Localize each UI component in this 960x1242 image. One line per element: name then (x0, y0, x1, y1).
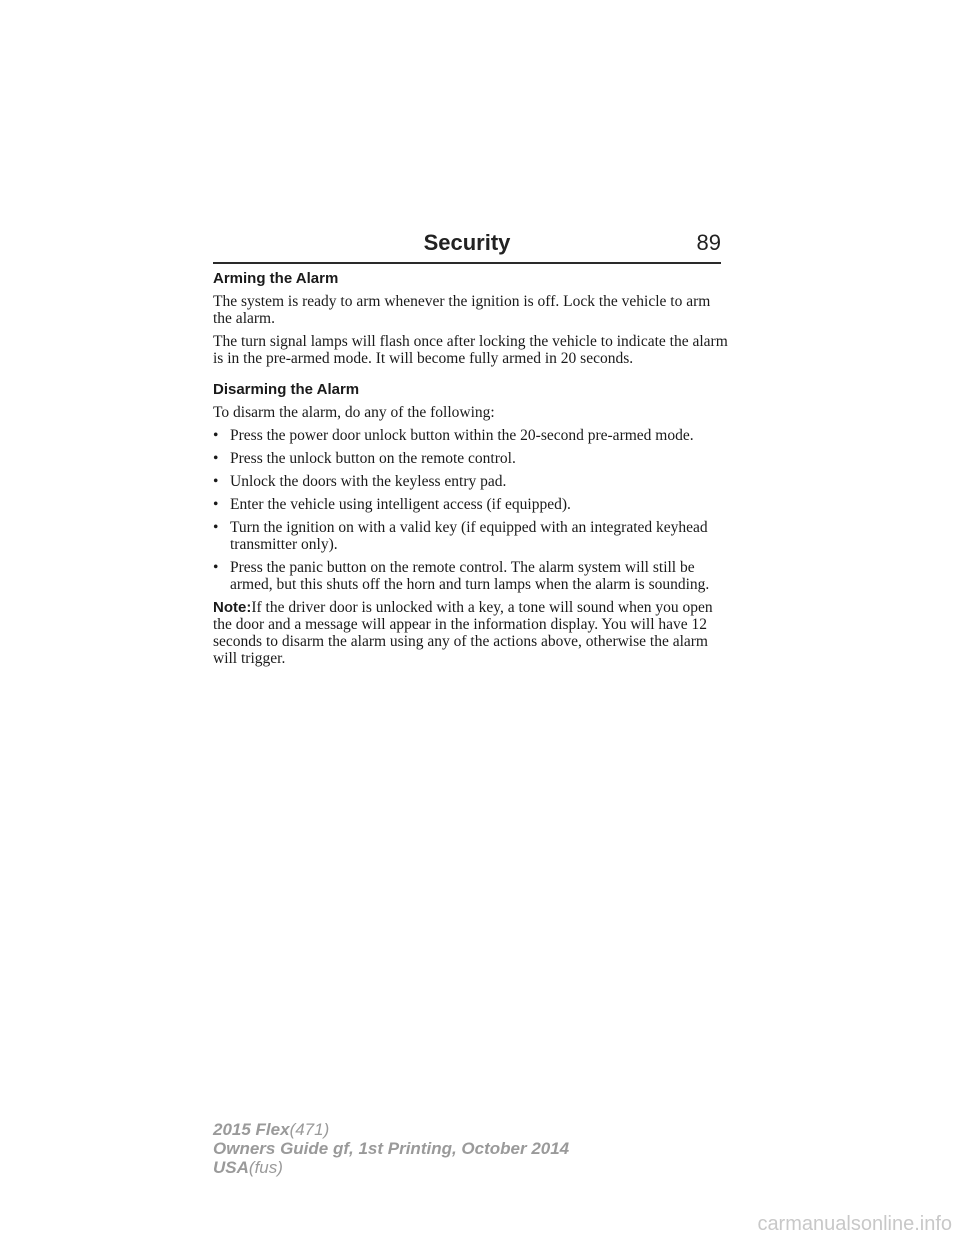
note-text: If the driver door is unlocked with a key, a tone will sound when you open the door and a message will appear in the information display. You will have 12 seconds to disarm the alarm using any of the actions above, otherwise the alarm will trigger. (213, 599, 713, 667)
list-item (213, 473, 733, 490)
paragraph-arming-1: The system is ready to arm whenever the ignition is off. Lock the vehicle to arm the alarm. (213, 293, 711, 327)
paragraph-disarming-intro: To disarm the alarm, do any of the following: (213, 404, 495, 421)
bullet-icon: • (213, 427, 219, 444)
footer-model: 2015 Flex (213, 1120, 290, 1139)
document-footer (213, 1120, 569, 1177)
heading-arming-alarm: Arming the Alarm (213, 270, 339, 287)
page-header (213, 228, 721, 264)
list-item (213, 519, 733, 553)
footer-market: USA (213, 1158, 249, 1177)
bullet-icon: • (213, 473, 219, 490)
note-label: Note: (213, 599, 252, 616)
page-content (213, 270, 733, 673)
bullet-icon: • (213, 559, 219, 576)
bullet-icon: • (213, 519, 219, 536)
page-title: Security (423, 230, 511, 255)
list-item (213, 427, 733, 444)
list-item (213, 496, 733, 513)
list-item (213, 450, 733, 467)
list-item-text: Unlock the doors with the keyless entry pad. (230, 473, 507, 490)
list-item (213, 559, 733, 593)
list-item-text: Press the power door unlock button within the 20-second pre-armed mode. (230, 427, 694, 444)
page-number: 89 (696, 230, 721, 255)
list-item-text: Enter the vehicle using intelligent access (if equipped). (230, 496, 571, 513)
footer-line-3 (213, 1158, 569, 1177)
footer-market-code: (fus) (248, 1158, 283, 1177)
footer-line-1 (213, 1120, 569, 1139)
footer-code: (471) (289, 1120, 330, 1139)
list-item-text: Press the panic button on the remote control. The alarm system will still be armed, but this shuts off the horn and turn lamps when the alarm is sounding. (230, 559, 710, 593)
bullet-icon: • (213, 496, 219, 513)
list-item-text: Press the unlock button on the remote control. (230, 450, 516, 467)
list-item-text: Turn the ignition on with a valid key (if equipped with an integrated keyhead transmitter only). (230, 519, 708, 553)
footer-line-2: Owners Guide gf, 1st Printing, October 2014 (213, 1139, 570, 1158)
bullet-icon: • (213, 450, 219, 467)
heading-disarming-alarm: Disarming the Alarm (213, 381, 360, 398)
note-paragraph (213, 599, 733, 667)
disarm-options-list (213, 427, 733, 593)
watermark: carmanualsonline.info (757, 1213, 952, 1235)
paragraph-arming-2: The turn signal lamps will flash once after locking the vehicle to indicate the alarm is in the pre-armed mode. It will become fully armed in 20 seconds. (213, 333, 728, 367)
